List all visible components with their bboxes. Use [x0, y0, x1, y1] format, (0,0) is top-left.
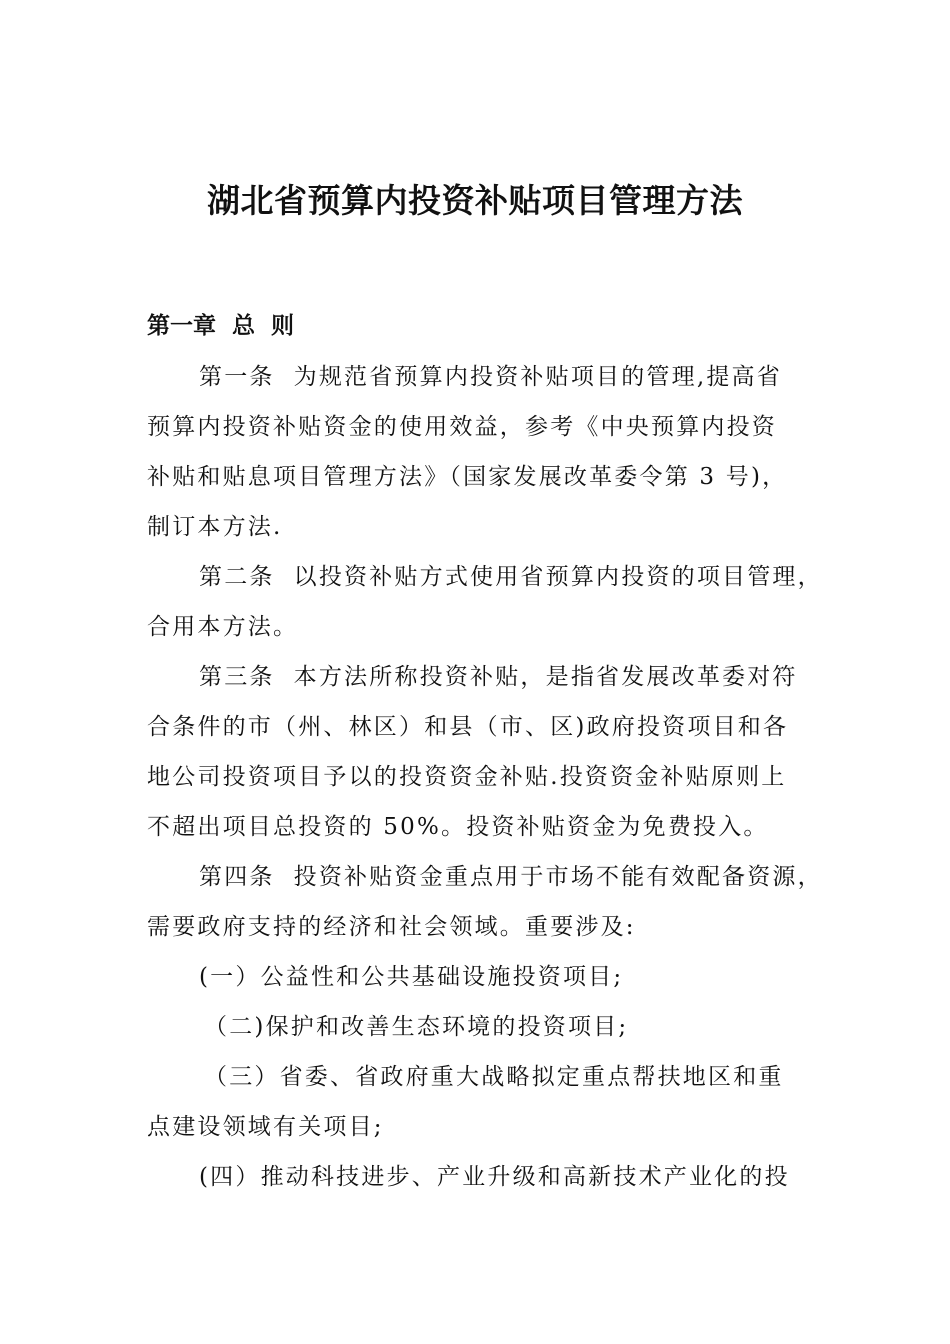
article-3-line-4: 不超出项目总投资的 50%。投资补贴资金为免费投入。 — [147, 814, 769, 840]
article-1-line-1: 第一条 为规范省预算内投资补贴项目的管理,提高省 — [199, 364, 782, 390]
article-1-line-4: 制订本方法. — [147, 514, 283, 540]
list-item-1: (一）公益性和公共基础设施投资项目; — [199, 964, 624, 990]
document-title: 湖北省预算内投资补贴项目管理方法 — [207, 181, 743, 220]
article-2-line-1: 第二条 以投资补贴方式使用省预算内投资的项目管理， — [199, 564, 823, 590]
article-1-line-2: 预算内投资补贴资金的使用效益，参考《中央预算内投资 — [147, 414, 777, 440]
article-3-line-3: 地公司投资项目予以的投资资金补贴.投资资金补贴原则上 — [147, 764, 787, 790]
article-1-line-3: 补贴和贴息项目管理方法》（国家发展改革委令第 3 号)， — [147, 464, 788, 490]
article-4-line-1: 第四条 投资补贴资金重点用于市场不能有效配备资源， — [199, 864, 823, 890]
list-item-3-line-2: 点建设领域有关项目; — [147, 1114, 384, 1140]
article-3-line-1: 第三条 本方法所称投资补贴，是指省发展改革委对符 — [199, 664, 798, 690]
list-item-4-line-1: (四）推动科技进步、产业升级和高新技术产业化的投 — [199, 1164, 790, 1190]
article-4-line-2: 需要政府支持的经济和社会领域。重要涉及: — [147, 914, 636, 940]
list-item-2: （二)保护和改善生态环境的投资项目; — [204, 1014, 629, 1040]
article-2-line-2: 合用本方法。 — [147, 614, 299, 640]
article-3-line-2: 合条件的市（州、林区）和县（市、区)政府投资项目和各 — [147, 714, 789, 740]
chapter-heading: 第一章 总 则 — [147, 313, 295, 339]
list-item-3-line-1: （三）省委、省政府重大战略拟定重点帮扶地区和重 — [204, 1064, 784, 1090]
